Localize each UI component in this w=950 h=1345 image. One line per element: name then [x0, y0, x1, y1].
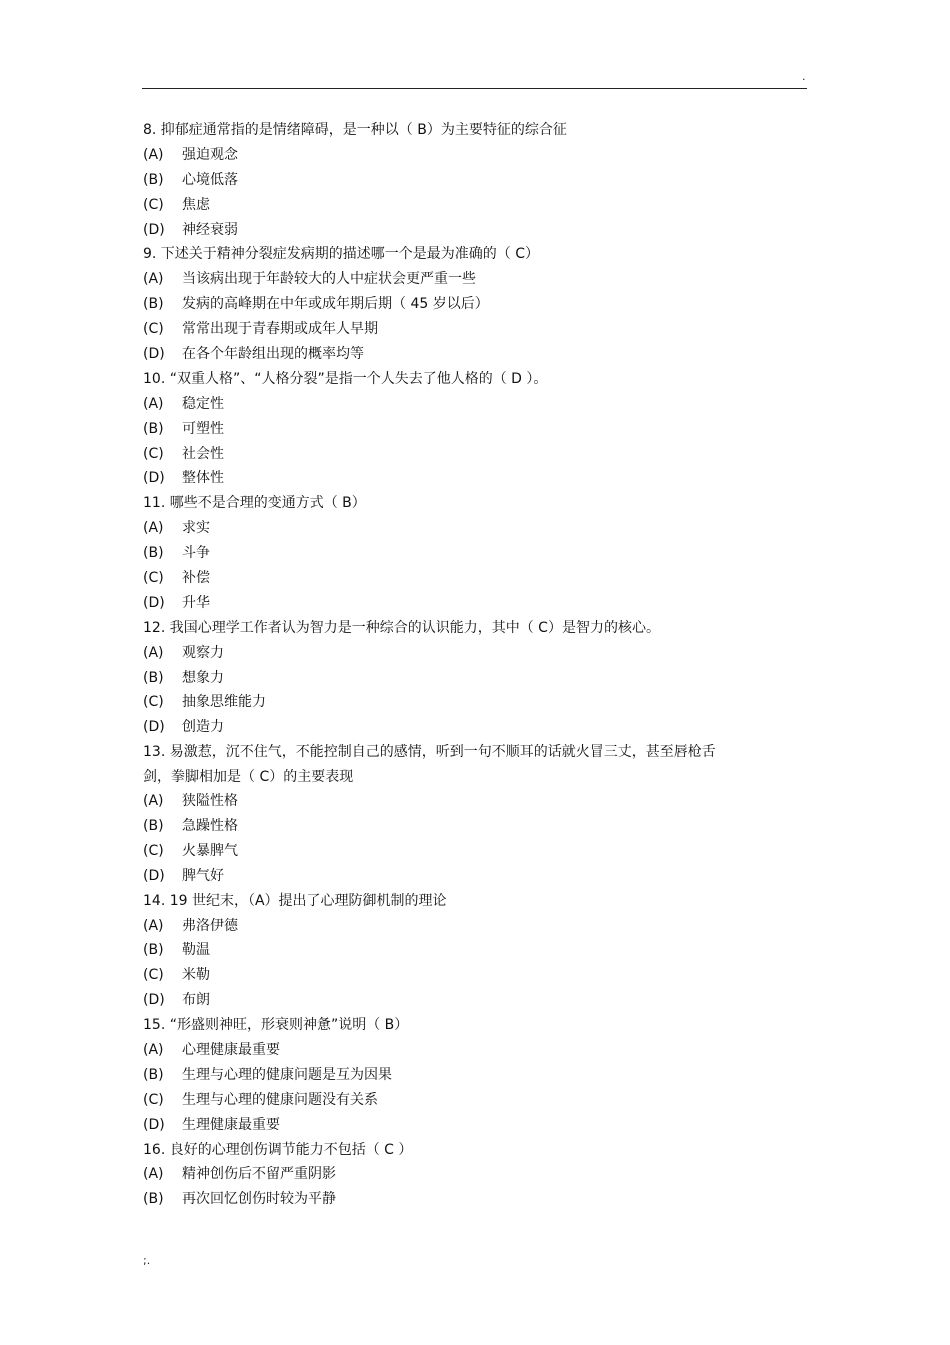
header-rule — [142, 88, 807, 89]
option-text: 补偿 — [182, 570, 210, 587]
option-text: 急躁性格 — [182, 817, 238, 834]
option-text: 斗争 — [182, 545, 210, 562]
option-label: (C) — [143, 694, 164, 711]
option-row — [143, 839, 763, 864]
option-text: 整体性 — [182, 470, 224, 487]
option-label: (B) — [143, 817, 164, 834]
question-stem: 14. 19 世纪末，（A）提出了心理防御机制的理论 — [143, 892, 447, 909]
option-text: 精神创伤后不留严重阴影 — [182, 1166, 336, 1183]
question-stem: 11. 哪些不是合理的变通方式（ B） — [143, 495, 366, 512]
option-text: 升华 — [182, 594, 210, 611]
question-stem: 13. 易激惹，沉不住气，不能控制自己的感情，听到一句不顺耳的话就火冒三丈，甚至唇枪舌剑，拳脚相加是（ C）的主要表现 — [143, 744, 716, 785]
option-row — [143, 442, 763, 467]
question-block — [143, 889, 763, 1013]
option-row — [143, 988, 763, 1013]
option-text: 生理健康最重要 — [182, 1116, 280, 1133]
option-row — [143, 566, 763, 591]
option-row — [143, 1113, 763, 1138]
option-row — [143, 392, 763, 417]
option-label: (B) — [143, 1066, 164, 1083]
question-stem: 10. “双重人格”、“人格分裂”是指一个人失去了他人格的（ D ）。 — [143, 370, 548, 387]
option-text: 发病的高峰期在中年或成年期后期（ 45 岁以后） — [182, 296, 489, 313]
option-text: 生理与心理的健康问题没有关系 — [182, 1091, 378, 1108]
option-label: (B) — [143, 942, 164, 959]
question-block — [143, 1138, 763, 1213]
option-text: 强迫观念 — [182, 146, 238, 163]
question-stem: 9. 下述关于精神分裂症发病期的描述哪一个是最为准确的（ C） — [143, 246, 540, 263]
option-label: (D) — [143, 594, 165, 611]
option-label: (A) — [143, 917, 164, 934]
option-label: (A) — [143, 644, 164, 661]
option-row — [143, 466, 763, 491]
option-text: 心境低落 — [182, 171, 238, 188]
option-label: (C) — [143, 196, 164, 213]
question-block — [143, 242, 763, 366]
option-row — [143, 715, 763, 740]
option-row — [143, 143, 763, 168]
option-text: 求实 — [182, 520, 210, 537]
option-label: (D) — [143, 221, 165, 238]
option-text: 创造力 — [182, 719, 224, 736]
option-row — [143, 1038, 763, 1063]
option-row — [143, 168, 763, 193]
option-row — [143, 317, 763, 342]
option-text: 再次回忆创伤时较为平静 — [182, 1191, 336, 1208]
option-row — [143, 1088, 763, 1113]
option-label: (D) — [143, 346, 165, 363]
question-block — [143, 1013, 763, 1137]
option-text: 脾气好 — [182, 867, 224, 884]
footer-mark: ;. — [143, 1254, 151, 1267]
option-row — [143, 193, 763, 218]
option-text: 社会性 — [182, 445, 224, 462]
option-text: 当该病出现于年龄较大的人中症状会更严重一些 — [182, 271, 476, 288]
option-label: (D) — [143, 1116, 165, 1133]
option-label: (D) — [143, 992, 165, 1009]
option-text: 生理与心理的健康问题是互为因果 — [182, 1066, 392, 1083]
option-text: 狭隘性格 — [182, 793, 238, 810]
question-stem: 8. 抑郁症通常指的是情绪障碍，是一种以（ B）为主要特征的综合征 — [143, 122, 567, 138]
question-block — [143, 367, 763, 491]
option-text: 想象力 — [182, 669, 224, 686]
option-label: (A) — [143, 271, 164, 288]
option-row — [143, 218, 763, 243]
option-label: (A) — [143, 395, 164, 412]
option-label: (A) — [143, 793, 164, 810]
option-label: (D) — [143, 470, 165, 487]
option-label: (D) — [143, 867, 165, 884]
option-row — [143, 1063, 763, 1088]
option-label: (C) — [143, 321, 164, 338]
option-text: 观察力 — [182, 644, 224, 661]
question-list — [143, 118, 763, 1212]
option-row — [143, 690, 763, 715]
option-text: 常常出现于青春期或成年人早期 — [182, 321, 378, 338]
option-row — [143, 864, 763, 889]
option-label: (C) — [143, 842, 164, 859]
option-text: 弗洛伊德 — [182, 917, 238, 934]
option-label: (B) — [143, 420, 164, 437]
header-mark: . — [802, 70, 806, 83]
option-text: 可塑性 — [182, 420, 224, 437]
option-text: 抽象思维能力 — [182, 694, 266, 711]
option-text: 勒温 — [182, 942, 210, 959]
option-row — [143, 267, 763, 292]
option-text: 火暴脾气 — [182, 842, 238, 859]
option-label: (C) — [143, 570, 164, 587]
option-row — [143, 789, 763, 814]
option-label: (B) — [143, 669, 164, 686]
option-text: 在各个年龄组出现的概率均等 — [182, 346, 364, 363]
question-block — [143, 616, 763, 740]
option-text: 米勒 — [182, 967, 210, 984]
option-text: 神经衰弱 — [182, 221, 238, 238]
question-stem: 12. 我国心理学工作者认为智力是一种综合的认识能力，其中（ C）是智力的核心。 — [143, 619, 660, 636]
option-row — [143, 963, 763, 988]
question-block — [143, 740, 763, 888]
question-block — [143, 118, 763, 242]
option-label: (B) — [143, 296, 164, 313]
option-label: (A) — [143, 1166, 164, 1183]
option-row — [143, 1187, 763, 1212]
option-row — [143, 516, 763, 541]
option-label: (C) — [143, 967, 164, 984]
option-row — [143, 914, 763, 939]
option-text: 心理健康最重要 — [182, 1041, 280, 1058]
option-row — [143, 591, 763, 616]
option-text: 稳定性 — [182, 395, 224, 412]
option-row — [143, 292, 763, 317]
question-block — [143, 491, 763, 615]
option-row — [143, 666, 763, 691]
option-label: (B) — [143, 171, 164, 188]
option-label: (B) — [143, 545, 164, 562]
option-row — [143, 641, 763, 666]
option-label: (A) — [143, 520, 164, 537]
option-label: (A) — [143, 1041, 164, 1058]
option-label: (C) — [143, 445, 164, 462]
option-row — [143, 814, 763, 839]
option-text: 焦虑 — [182, 196, 210, 213]
question-stem: 15. “形盛则神旺，形衰则神惫”说明（ B） — [143, 1017, 409, 1034]
question-stem: 16. 良好的心理创伤调节能力不包括（ C ） — [143, 1141, 413, 1158]
option-row — [143, 938, 763, 963]
option-label: (B) — [143, 1191, 164, 1208]
option-row — [143, 1162, 763, 1187]
option-text: 布朗 — [182, 992, 210, 1009]
option-label: (A) — [143, 146, 164, 163]
option-label: (C) — [143, 1091, 164, 1108]
option-row — [143, 417, 763, 442]
option-label: (D) — [143, 719, 165, 736]
option-row — [143, 541, 763, 566]
option-row — [143, 342, 763, 367]
